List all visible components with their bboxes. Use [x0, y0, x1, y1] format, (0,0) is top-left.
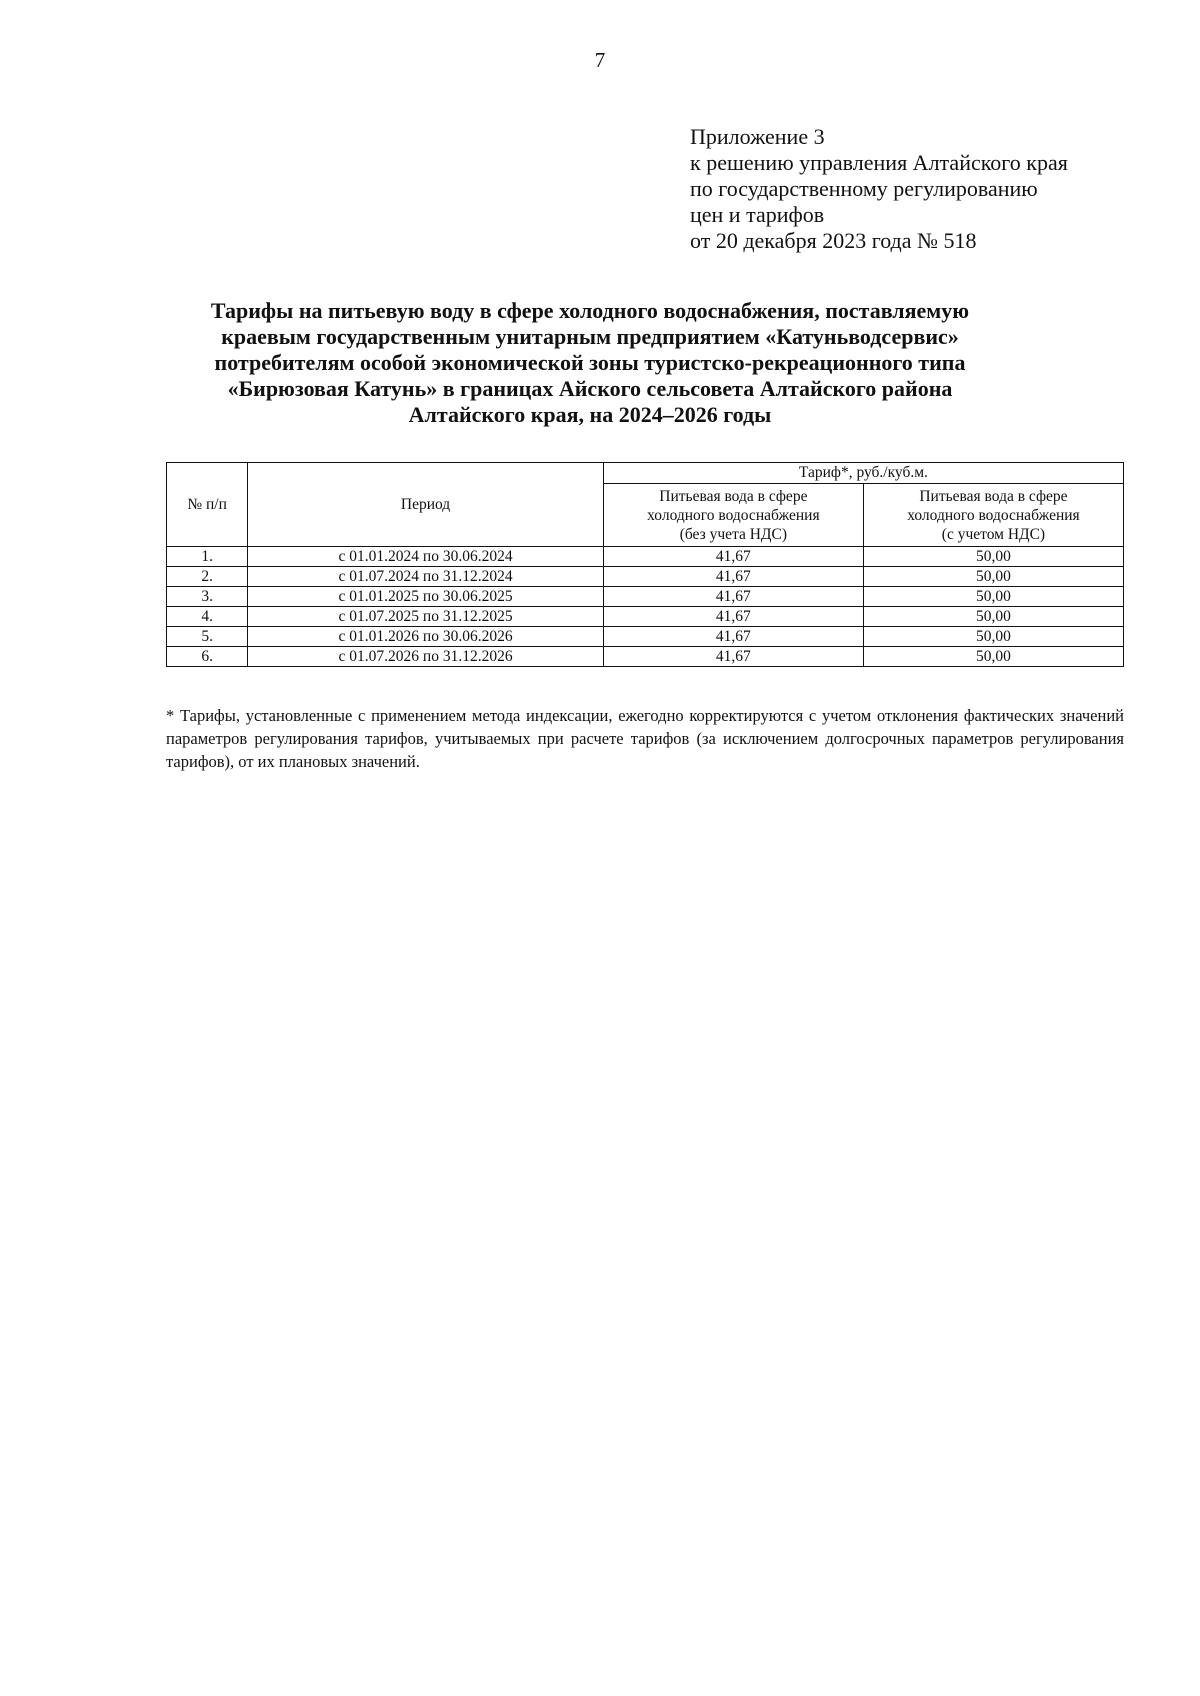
header-line: холодного водоснабжения	[907, 506, 1080, 524]
table-row	[167, 547, 1124, 567]
appendix-line: цен и тарифов	[690, 202, 825, 227]
table-row	[167, 607, 1124, 627]
table-row	[167, 567, 1124, 587]
page-number: 7	[594, 48, 606, 72]
header-num: № п/п	[167, 463, 248, 547]
title-line: потребителям особой экономической зоны туристско-рекреационного типа	[214, 350, 966, 375]
table-row	[167, 647, 1124, 667]
header-line: холодного водоснабжения	[647, 506, 820, 524]
header-tariff-group: Тариф*, руб./куб.м.	[603, 463, 1123, 484]
cell-without-vat: 41,67	[603, 607, 863, 627]
title-line: Тарифы на питьевую воду в сфере холодного водоснабжения, поставляемую	[210, 298, 970, 323]
appendix-line: от 20 декабря 2023 года № 518	[690, 228, 977, 253]
cell-period: с 01.07.2025 по 31.12.2025	[248, 607, 604, 627]
cell-num: 5.	[167, 627, 248, 647]
table-header-row	[167, 463, 1124, 484]
cell-with-vat: 50,00	[863, 587, 1123, 607]
cell-without-vat: 41,67	[603, 567, 863, 587]
cell-without-vat: 41,67	[603, 587, 863, 607]
title-line: «Бирюзовая Катунь» в границах Айского сельсовета Алтайского района	[227, 376, 953, 401]
cell-with-vat: 50,00	[863, 567, 1123, 587]
header-line: Питьевая вода в сфере	[919, 487, 1068, 505]
cell-num: 1.	[167, 547, 248, 567]
cell-num: 3.	[167, 587, 248, 607]
cell-period: с 01.07.2026 по 31.12.2026	[248, 647, 604, 667]
cell-without-vat: 41,67	[603, 627, 863, 647]
cell-period: с 01.01.2026 по 30.06.2026	[248, 627, 604, 647]
table-row	[167, 627, 1124, 647]
document-title	[160, 298, 1020, 428]
cell-without-vat: 41,67	[603, 547, 863, 567]
cell-period: с 01.01.2024 по 30.06.2024	[248, 547, 604, 567]
table-row	[167, 587, 1124, 607]
appendix-line: к решению управления Алтайского края	[690, 150, 1068, 175]
footnote: * Тарифы, установленные с применением метода индексации, ежегодно корректируются с учетом отклонения фактических значений параметров регулирования тарифов, учитываемых при расчете тарифов (за исключением долгосрочных параметров регулирования тарифов), от их плановых значений.	[166, 706, 1124, 771]
header-line: Питьевая вода в сфере	[659, 487, 808, 505]
cell-period: с 01.07.2024 по 31.12.2024	[248, 567, 604, 587]
cell-without-vat: 41,67	[603, 647, 863, 667]
tariff-table	[166, 462, 1124, 667]
title-line: краевым государственным унитарным предприятием «Катуньводсервис»	[221, 324, 959, 349]
title-line: Алтайского края, на 2024–2026 годы	[408, 402, 772, 427]
cell-with-vat: 50,00	[863, 627, 1123, 647]
cell-with-vat: 50,00	[863, 547, 1123, 567]
cell-num: 6.	[167, 647, 248, 667]
appendix-block	[690, 124, 1170, 254]
cell-with-vat: 50,00	[863, 607, 1123, 627]
cell-with-vat: 50,00	[863, 647, 1123, 667]
header-without-vat	[603, 484, 863, 547]
cell-num: 4.	[167, 607, 248, 627]
header-period: Период	[248, 463, 604, 547]
cell-period: с 01.01.2025 по 30.06.2025	[248, 587, 604, 607]
header-with-vat	[863, 484, 1123, 547]
appendix-line: Приложение 3	[690, 124, 825, 149]
cell-num: 2.	[167, 567, 248, 587]
appendix-line: по государственному регулированию	[690, 176, 1038, 201]
header-line: (с учетом НДС)	[941, 525, 1046, 543]
header-line: (без учета НДС)	[679, 525, 788, 543]
